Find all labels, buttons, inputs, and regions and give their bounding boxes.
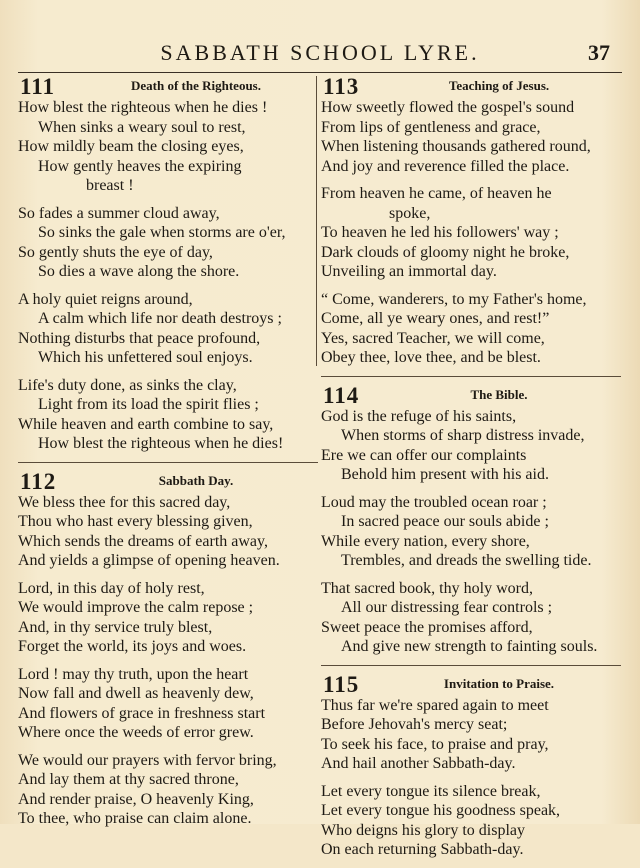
verse-line: When sinks a weary soul to rest,: [38, 118, 246, 136]
verse-line: We would our prayers with fervor bring,: [18, 751, 277, 769]
hymn-number: 114: [323, 382, 360, 408]
verse-line: So dies a wave along the shore.: [38, 263, 240, 280]
verse-line: “ Come, wanderers, to my Father's home,: [321, 290, 587, 308]
verse-line: And give new strength to fainting souls.: [341, 638, 598, 655]
verse-line: To heaven he led his followers' way ;: [321, 224, 559, 241]
hymn-number: 113: [323, 74, 360, 99]
left-column: [18, 76, 318, 837]
verse-line: While heaven and earth combine to say,: [18, 415, 274, 433]
verse-line: Before Jehovah's mercy seat;: [321, 716, 508, 733]
verse-line: How sweetly flowed the gospel's sound: [321, 99, 575, 116]
header-rule: [18, 72, 622, 73]
verse-line: And hail another Sabbath-day.: [321, 755, 516, 772]
verse-line: Forget the world, its joys and woes.: [18, 638, 247, 655]
stanza: [321, 782, 621, 860]
hymn-separator: [321, 376, 621, 377]
verse-line: How gently heaves the expiring: [38, 157, 242, 175]
stanza: [321, 579, 621, 657]
hymn-heading: [321, 382, 621, 408]
verse-line: breast !: [86, 177, 134, 194]
verse-line: Dark clouds of gloomy night he broke,: [321, 243, 570, 261]
verse-line: Light from its load the spirit flies ;: [38, 396, 259, 413]
stanza: [321, 696, 621, 774]
verse-line: Obey thee, love thee, and be blest.: [321, 349, 541, 366]
verse-line: We would improve the calm repose ;: [18, 599, 254, 616]
verse-line: That sacred book, thy holy word,: [321, 579, 533, 597]
stanza: [18, 290, 318, 368]
verse-line: Loud may the troubled ocean roar ;: [321, 493, 547, 511]
stanza: [18, 98, 318, 196]
hymn-title: Invitation to Praise.: [443, 675, 555, 691]
verse-line: So fades a summer cloud away,: [18, 204, 220, 222]
verse-line: And render praise, O heavenly King,: [18, 790, 254, 808]
verse-line: Yes, sacred Teacher, we will come,: [321, 329, 545, 347]
verse-line: Thou who hast every blessing given,: [18, 513, 253, 530]
page-number: 37: [588, 40, 610, 65]
verse-line: Come, all ye weary ones, and rest!”: [321, 310, 550, 327]
hymn: [18, 76, 318, 454]
verse-line: Which sends the dreams of earth away,: [18, 532, 268, 550]
hymn-number: 112: [20, 468, 57, 494]
verse-line: spoke,: [389, 204, 431, 222]
stanza: [321, 98, 621, 176]
verse-line: How mildly beam the closing eyes,: [18, 138, 244, 155]
verse-line: God is the refuge of his saints,: [321, 407, 517, 425]
stanza: [18, 579, 318, 657]
right-column: [321, 76, 621, 868]
verse-line: So gently shuts the eye of day,: [18, 243, 213, 261]
stanza: [18, 665, 318, 743]
verse-line: To thee, who praise can claim alone.: [18, 810, 252, 827]
hymn-separator: [18, 462, 318, 463]
verse-line: To seek his face, to praise and pray,: [321, 735, 549, 753]
hymn-heading: [18, 468, 318, 494]
hymn: [321, 671, 621, 860]
verse-line: And flowers of grace in freshness start: [18, 704, 266, 722]
hymn-title: Death of the Righteous.: [131, 78, 261, 93]
hymn: [18, 468, 318, 829]
verse-line: So sinks the gale when storms are o'er,: [38, 224, 286, 241]
verse-line: Let every tongue its silence break,: [321, 782, 541, 800]
verse-line: Unveiling an immortal day.: [321, 263, 497, 280]
hymn-heading: [18, 76, 318, 98]
hymn-number: 111: [20, 74, 55, 99]
verse-line: And lay them at thy sacred throne,: [18, 771, 239, 788]
hymn-heading: [321, 671, 621, 697]
verse-line: And joy and reverence filled the place.: [321, 157, 570, 175]
verse-line: A holy quiet reigns around,: [18, 290, 193, 308]
hymn-number: 115: [323, 671, 360, 697]
verse-line: From lips of gentleness and grace,: [321, 118, 541, 136]
verse-line: Sweet peace the promises afford,: [321, 618, 533, 636]
running-title: SABBATH SCHOOL LYRE.: [160, 40, 480, 65]
hymn-heading: [321, 76, 621, 98]
verse-line: All our distressing fear controls ;: [341, 599, 553, 616]
hymn-title: The Bible.: [470, 386, 528, 402]
stanza: [321, 493, 621, 571]
stanza: [18, 751, 318, 829]
verse-line: While every nation, every shore,: [321, 532, 530, 550]
verse-line: How blest the righteous when he dies!: [38, 435, 284, 452]
hymn-title: Sabbath Day.: [158, 472, 234, 488]
hymn: [321, 76, 621, 368]
hymn-title: Teaching of Jesus.: [448, 78, 550, 93]
verse-line: Ere we can offer our complaints: [321, 446, 527, 464]
verse-line: In sacred peace our souls abide ;: [341, 513, 549, 530]
verse-line: Life's duty done, as sinks the clay,: [18, 376, 237, 394]
verse-line: And, in thy service truly blest,: [18, 618, 213, 636]
stanza: [18, 204, 318, 282]
verse-line: Behold him present with his aid.: [341, 466, 549, 483]
verse-line: When storms of sharp distress invade,: [341, 427, 585, 444]
page-header: [0, 40, 640, 70]
hymn: [321, 382, 621, 657]
verse-line: Who deigns his glory to display: [321, 821, 525, 839]
verse-line: Lord, in this day of holy rest,: [18, 579, 205, 597]
verse-line: Lord ! may thy truth, upon the heart: [18, 665, 249, 683]
stanza: [321, 184, 621, 282]
verse-line: How blest the righteous when he dies !: [18, 99, 268, 116]
stanza: [18, 376, 318, 454]
hymn-separator: [321, 665, 621, 666]
verse-line: On each returning Sabbath-day.: [321, 841, 524, 858]
verse-line: Now fall and dwell as heavenly dew,: [18, 685, 254, 702]
stanza: [18, 493, 318, 571]
verse-line: Thus far we're spared again to meet: [321, 696, 549, 714]
verse-line: Which his unfettered soul enjoys.: [38, 349, 253, 366]
stanza: [321, 290, 621, 368]
verse-line: A calm which life nor death destroys ;: [38, 310, 282, 327]
verse-line: When listening thousands gathered round,: [321, 138, 591, 155]
verse-line: Let every tongue his goodness speak,: [321, 802, 561, 819]
verse-line: And yields a glimpse of opening heaven.: [18, 552, 280, 569]
verse-line: Nothing disturbs that peace profound,: [18, 329, 261, 347]
verse-line: Trembles, and dreads the swelling tide.: [341, 552, 592, 569]
stanza: [321, 407, 621, 485]
verse-line: Where once the weeds of error grew.: [18, 724, 254, 741]
verse-line: We bless thee for this sacred day,: [18, 493, 231, 511]
verse-line: From heaven he came, of heaven he: [321, 185, 552, 202]
